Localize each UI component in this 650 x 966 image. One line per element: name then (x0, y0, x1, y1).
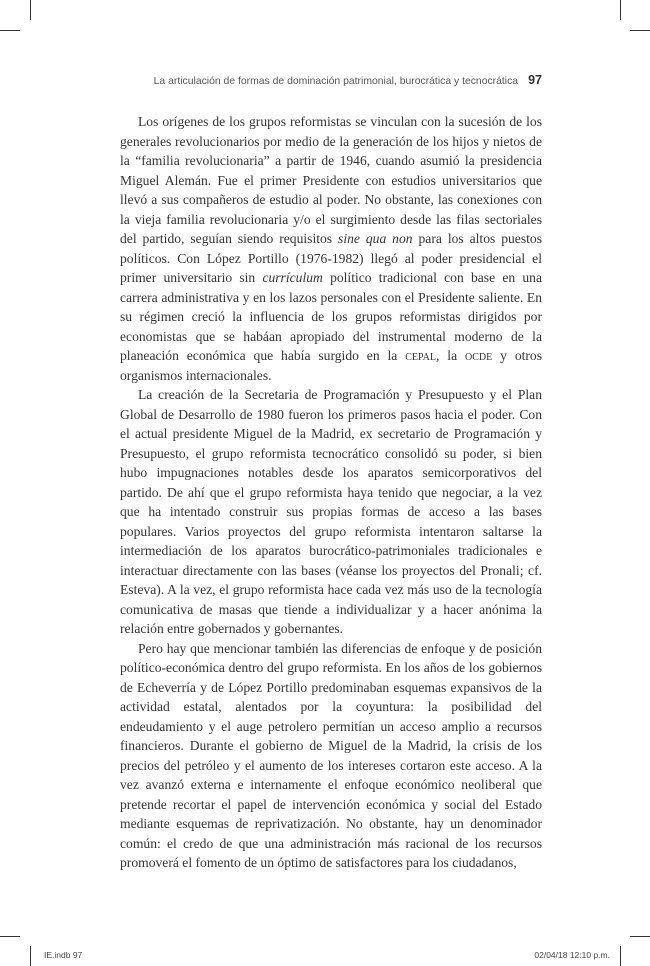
file-slug: IE.indb 97 (44, 950, 83, 960)
text-run: La creación de la Secretaria de Programación y Presupuesto y el Plan Global de Desarrollo de 1980 fueron los primeros pasos hacia el poder. Con el actual presidente Miguel de la Madrid, ex secretario de Programación y Presupuesto, el grupo reformista tecnocrático consolidó su poder, si bien hubo impugnaciones notables desde los aparatos semicorporativos del partido. De ahí que el grupo reformista haya tenido que negociar, a la vez que ha intentado construir sus propias formas de acceso a las bases populares. Varios proyectos del grupo reformista intentaron saltarse la intermediación de los aparatos burocrático-patrimoniales tradicionales e interactuar directamente con las bases (véanse los proyectos del Pronali; cf. Esteva). A la vez, el grupo reformista hace cada vez más uso de la tecnología comunicativa de masas que tiende a individualizar y a hacer anónima la relación entre gobernados y gobernantes. (120, 387, 542, 636)
crop-mark (630, 936, 650, 937)
crop-mark (0, 30, 20, 31)
running-title: La articulación de formas de dominación patrimonial, burocrática y tecnocrática (153, 76, 519, 87)
crop-mark (620, 946, 621, 966)
text-run: , la (436, 348, 465, 363)
paragraph (120, 385, 542, 639)
text-run: Los orígenes de los grupos reformistas se vinculan con la sucesión de los generales revolucionarios por medio de la generación de los hijos y nietos de la “familia revolucionaria” a partir de 1946, cuando asumió la presidencia Miguel Alemán. Fue el primer Presidente con estudios universitarios que llevó a sus compañeros de estudio al poder. No obstante, las conexiones con la vieja familia revolucionaria y/o el surgimiento desde las filas sectoriales del partido, seguían siendo requisitos (120, 114, 542, 246)
text-run: y otros organismos internacionales. (120, 348, 543, 383)
crop-mark (30, 946, 31, 966)
running-head (120, 73, 542, 87)
acronym: ocde (465, 348, 493, 363)
text-run: para los altos puestos políticos. Con López Portillo (1976-1982) llegó al poder presidencial el primer universitario sin (120, 231, 542, 285)
paragraph (120, 639, 542, 873)
page-number: 97 (528, 73, 542, 87)
print-timestamp: 02/04/18 12:10 p.m. (534, 950, 610, 960)
acronym: cepal (405, 348, 436, 363)
crop-mark (630, 30, 650, 31)
text-run: político tradicional con base en una carrera administrativa y en los lazos personales con el Presidente saliente. En su régimen creció la influencia de los grupos reformistas dirigidos por economistas que se habáan apropiado del instrumental moderno de la planeación económica que había surgido en la (120, 270, 542, 363)
crop-mark (620, 0, 621, 20)
crop-mark (0, 936, 20, 937)
italic-term: currículum (262, 270, 323, 285)
italic-term: sine qua non (338, 231, 413, 246)
text-run: Pero hay que mencionar también las diferencias de enfoque y de posición político-económica dentro del grupo reformista. En los años de los gobiernos de Echeverría y de López Portillo predominaban esquemas expansivos de la actividad estatal, alentados por la coyuntura: la posibilidad del endeudamiento y el auge petrolero permitían un acceso amplio a recursos financieros. Durante el gobierno de Miguel de la Madrid, la crisis de los precios del petróleo y el aumento de los intereses cortaron este acceso. A la vez avanzó externa e internamente el enfoque económico neoliberal que pretende recortar el papel de intervención económica y social del Estado mediante esquemas de reprivatización. No obstante, hay un denominador común: el credo de que una administración más racional de los recursos promoverá el fomento de un óptimo de satisfactores para los ciudadanos, (120, 640, 542, 870)
crop-mark (30, 0, 31, 20)
body-text (120, 112, 542, 873)
paragraph (120, 112, 542, 385)
